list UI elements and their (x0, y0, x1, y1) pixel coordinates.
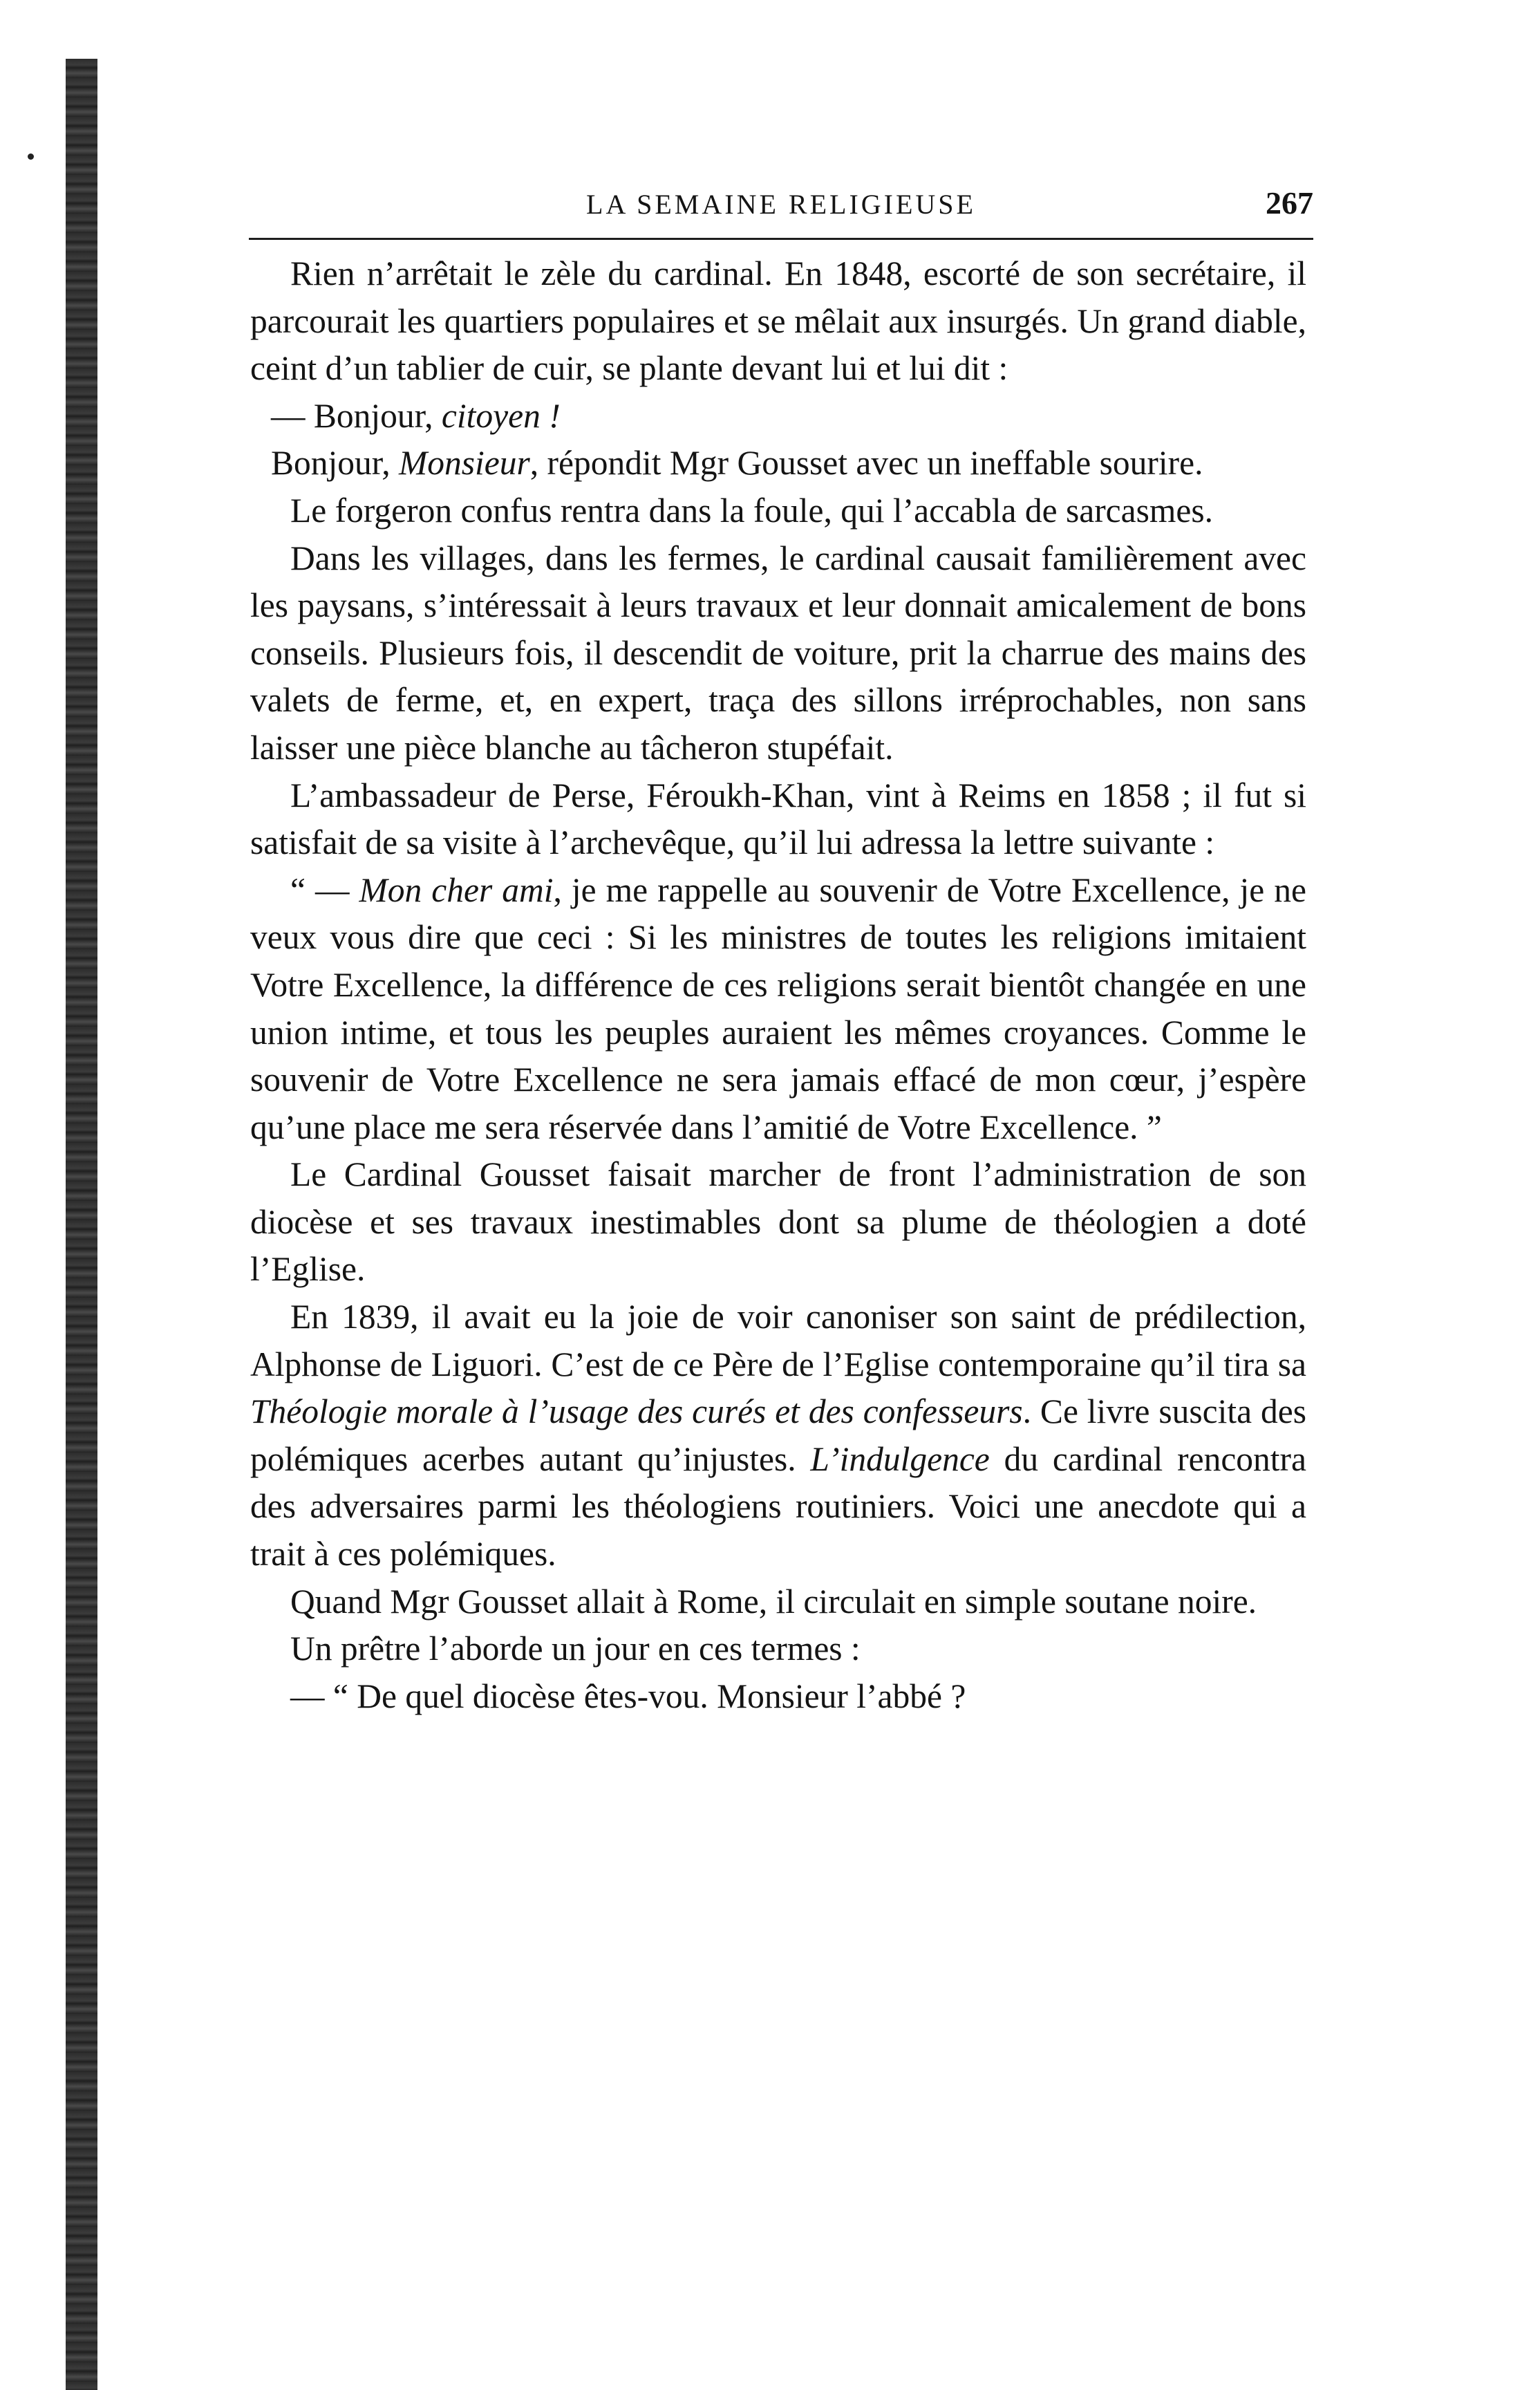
paragraph-4: Le forgeron confus rentra dans la foule, qui l’accabla de sarcasmes. (290, 491, 1214, 530)
body-text (250, 250, 1306, 1720)
dialogue-prefix: Bonjour, (271, 444, 400, 483)
paragraph-10: Quand Mgr Gousset allait à Rome, il circulait en simple soutane noire. (290, 1582, 1257, 1621)
text-run: En 1839, il avait eu la joie de voir canoniser son saint de prédilection, Alphonse de Liguori. C’est de ce Père de l’Eglise contemporaine qu’il tira sa (250, 1298, 1306, 1383)
paragraph-9 (250, 1294, 1306, 1578)
italic-book-title: Théologie morale à l’usage des curés et des confesseurs (250, 1392, 1023, 1431)
text-run: du cardinal rencontra des adversaires parmi les théologiens routiniers. Voici une anecdote qui a trait à ces polémiques. (250, 1439, 1306, 1574)
scan-speck (28, 153, 34, 160)
italic-monsieur: Monsieur (399, 444, 530, 483)
paragraph-8: Le Cardinal Gousset faisait marcher de front l’administration de son diocèse et ses travaux inestimables dont sa plume de théologien a doté l’Eglise. (250, 1155, 1306, 1289)
italic-citoyen: citoyen ! (441, 396, 561, 435)
paragraph-6: L’ambassadeur de Perse, Féroukh-Khan, vint à Reims en 1858 ; il fut si satisfait de sa visite à l’archevêque, qu’il lui adressa la lettre suivante : (250, 776, 1306, 862)
paragraph-12: — “ De quel diocèse êtes-vou. Monsieur l’abbé ? (290, 1677, 966, 1715)
italic-mon-cher-ami: Mon cher ami (359, 870, 554, 909)
italic-indulgence: L’indulgence (810, 1439, 990, 1478)
paragraph-5: Dans les villages, dans les fermes, le cardinal causait familièrement avec les paysans, s’intéressait à leurs travaux et leur donnait amicalement de bons conseils. Plusieurs fois, il descendit de voiture, prit la charrue des mains des valets de ferme, et, en expert, traça des sillons irréprochables, non sans laisser une pièce blanche au tâcheron stupéfait. (250, 539, 1306, 767)
binding-edge (66, 59, 97, 2390)
page-header (249, 185, 1313, 234)
paragraph-1: Rien n’arrêtait le zèle du cardinal. En 1848, escorté de son secrétaire, il parcourait les quartiers populaires et se mêlait aux insurgés. Un grand diable, ceint d’un tablier de cuir, se plante devant lui et lui dit : (250, 254, 1306, 388)
text-run: . Ce livre suscita des polémiques acerbes autant qu’injustes. (250, 1392, 1307, 1478)
paragraph-7-letter (250, 867, 1306, 1152)
paragraph-2 (250, 393, 1306, 440)
header-rule (249, 238, 1313, 240)
dialogue-suffix: , répondit Mgr Gousset avec un ineffable sourire. (529, 444, 1203, 483)
running-title: LA SEMAINE RELIGIEUSE (586, 189, 976, 220)
letter-body: , je me rappelle au souvenir de Votre Excellence, je ne veux vous dire que ceci : Si les ministres de toutes les religions imitaient Votre Excellence, la différence de ces religions serait bientôt changée en une union intime, et tous les peuples auraient les mêmes croyances. Comme le souvenir de Votre Excellence ne sera jamais effacé de mon cœur, j’espère qu’une place me sera réservée dans l’amitié de Votre Excellence. ” (250, 870, 1306, 1146)
paragraph-11: Un prêtre l’aborde un jour en ces termes : (290, 1630, 861, 1668)
letter-open: “ — (290, 870, 359, 909)
page-number: 267 (1266, 185, 1313, 221)
paragraph-3 (250, 440, 1306, 487)
dialogue-prefix: — Bonjour, (271, 396, 442, 435)
